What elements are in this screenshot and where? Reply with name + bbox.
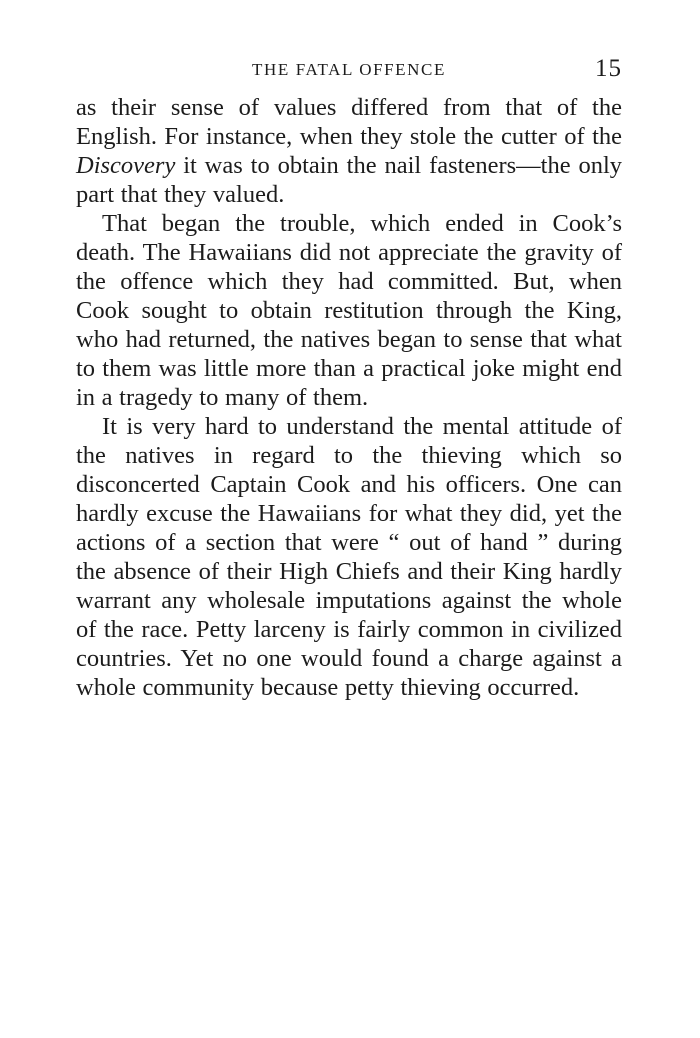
page-number: 15 <box>595 55 622 82</box>
paragraph-1-text-before: as their sense of values differed from that of the English. For instance, when they stole the cutter of the <box>76 94 622 150</box>
paragraph-1 <box>76 93 622 209</box>
body-text <box>76 93 622 702</box>
ship-name-emphasis: Discovery <box>76 152 176 179</box>
paragraph-3: It is very hard to understand the mental attitude of the natives in regard to the thieving which so disconcerted Captain Cook and his officers. One can hardly excuse the Hawaiians for what they did, yet the actions of a section that were “ out of hand ” during the absence of their High Chiefs and their King hardly warrant any wholesale imputations against the whole of the race. Petty larceny is fairly common in civilized countries. Yet no one would found a charge against a whole community because petty thieving occurred. <box>76 413 622 701</box>
paragraph-1-text-after: it was to obtain the nail fasteners—the only part that they valued. <box>76 152 622 208</box>
paragraph-2: That began the trouble, which ended in Cook’s death. The Hawaiians did not appreciate the gravity of the offence which they had committed. But, when Cook sought to obtain restitution through the King, who had returned, the natives began to sense that what to them was little more than a practical joke might end in a tragedy to many of them. <box>76 210 622 411</box>
running-title: THE FATAL OFFENCE <box>252 60 446 79</box>
running-head <box>76 55 622 88</box>
